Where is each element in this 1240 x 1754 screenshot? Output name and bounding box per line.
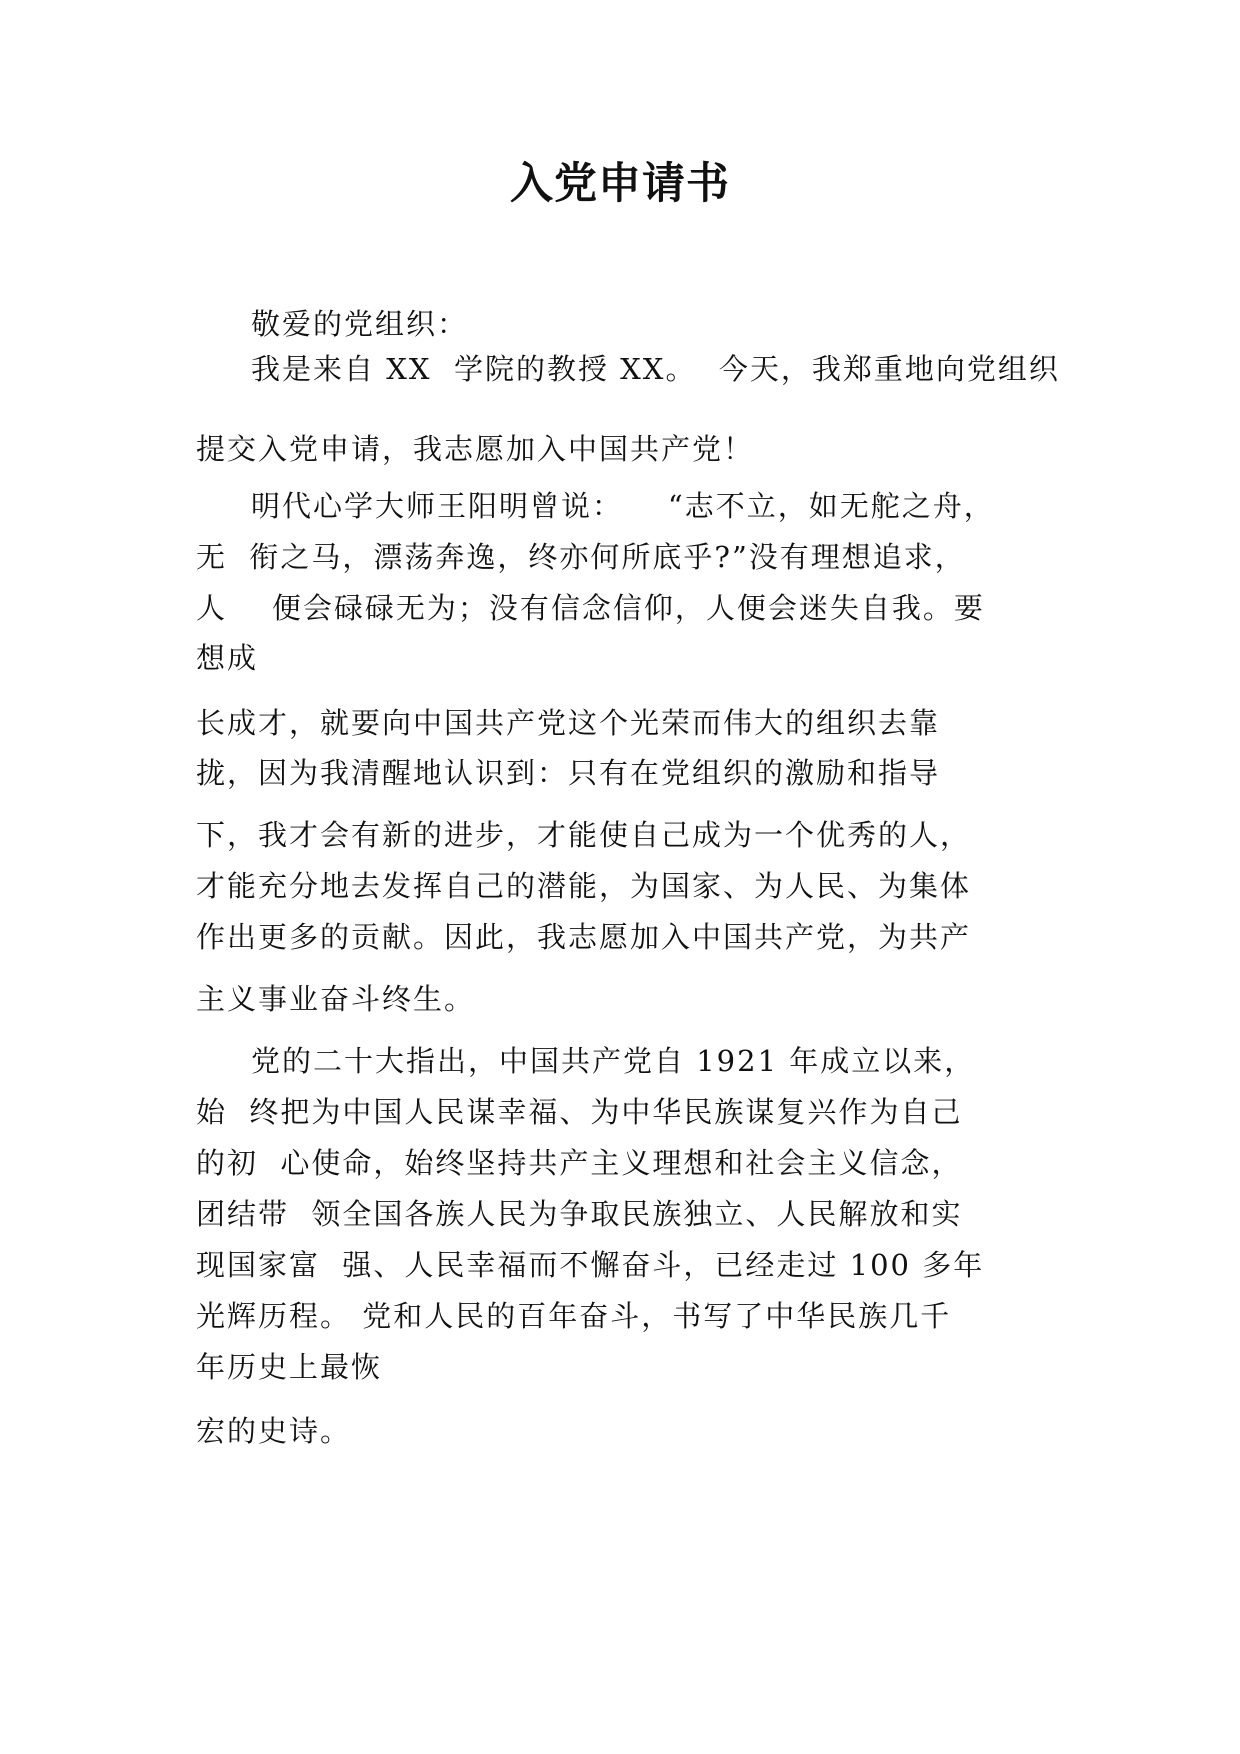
body-line: 的初 心使命，始终坚持共产主义理想和社会主义信念， <box>196 1146 963 1180</box>
body-line: 年历史上最恢 <box>196 1350 383 1384</box>
salutation: 敬爱的党组织： <box>251 307 469 341</box>
body-line: 下，我才会有新的进步，才能使自己成为一个优秀的人， <box>196 818 972 852</box>
document-title: 入党申请书 <box>510 159 730 209</box>
body-line: 无 衔之马，漂荡奔逸，终亦何所底乎?”没有理想追求， <box>196 540 966 574</box>
body-line: 我是来自 XX 学院的教授 XX。 今天，我郑重地向党组织 <box>251 352 1060 386</box>
body-line: 想成 <box>196 641 259 675</box>
body-line: 才能充分地去发挥自己的潜能，为国家、为人民、为集体 <box>196 869 972 903</box>
body-line: 拢，因为我清醒地认识到：只有在党组织的激励和指导 <box>196 756 941 790</box>
body-line: 人 便会碌碌无为；没有信念信仰，人便会迷失自我。要 <box>196 591 985 625</box>
body-line: 明代心学大师王阳明曾说： “志不立，如无舵之舟， <box>251 489 995 523</box>
body-line: 党的二十大指出，中国共产党自 1921 年成立以来， <box>251 1044 976 1078</box>
body-line: 光辉历程。 党和人民的百年奋斗，书写了中华民族几千 <box>196 1299 952 1333</box>
body-line: 团结带 领全国各族人民为争取民族独立、人民解放和实 <box>196 1197 963 1231</box>
body-line: 始 终把为中国人民谋幸福、为中华民族谋复兴作为自己 <box>196 1095 963 1129</box>
body-line: 宏的史诗。 <box>196 1414 352 1448</box>
body-line: 作出更多的贡献。因此，我志愿加入中国共产党，为共产 <box>196 920 972 954</box>
body-line: 现国家富 强、人民幸福而不懈奋斗，已经走过 100 多年 <box>196 1248 985 1282</box>
body-line: 提交入党申请，我志愿加入中国共产党！ <box>196 432 755 466</box>
body-line: 主义事业奋斗终生。 <box>196 982 476 1016</box>
body-line: 长成才，就要向中国共产党这个光荣而伟大的组织去靠 <box>196 706 941 740</box>
